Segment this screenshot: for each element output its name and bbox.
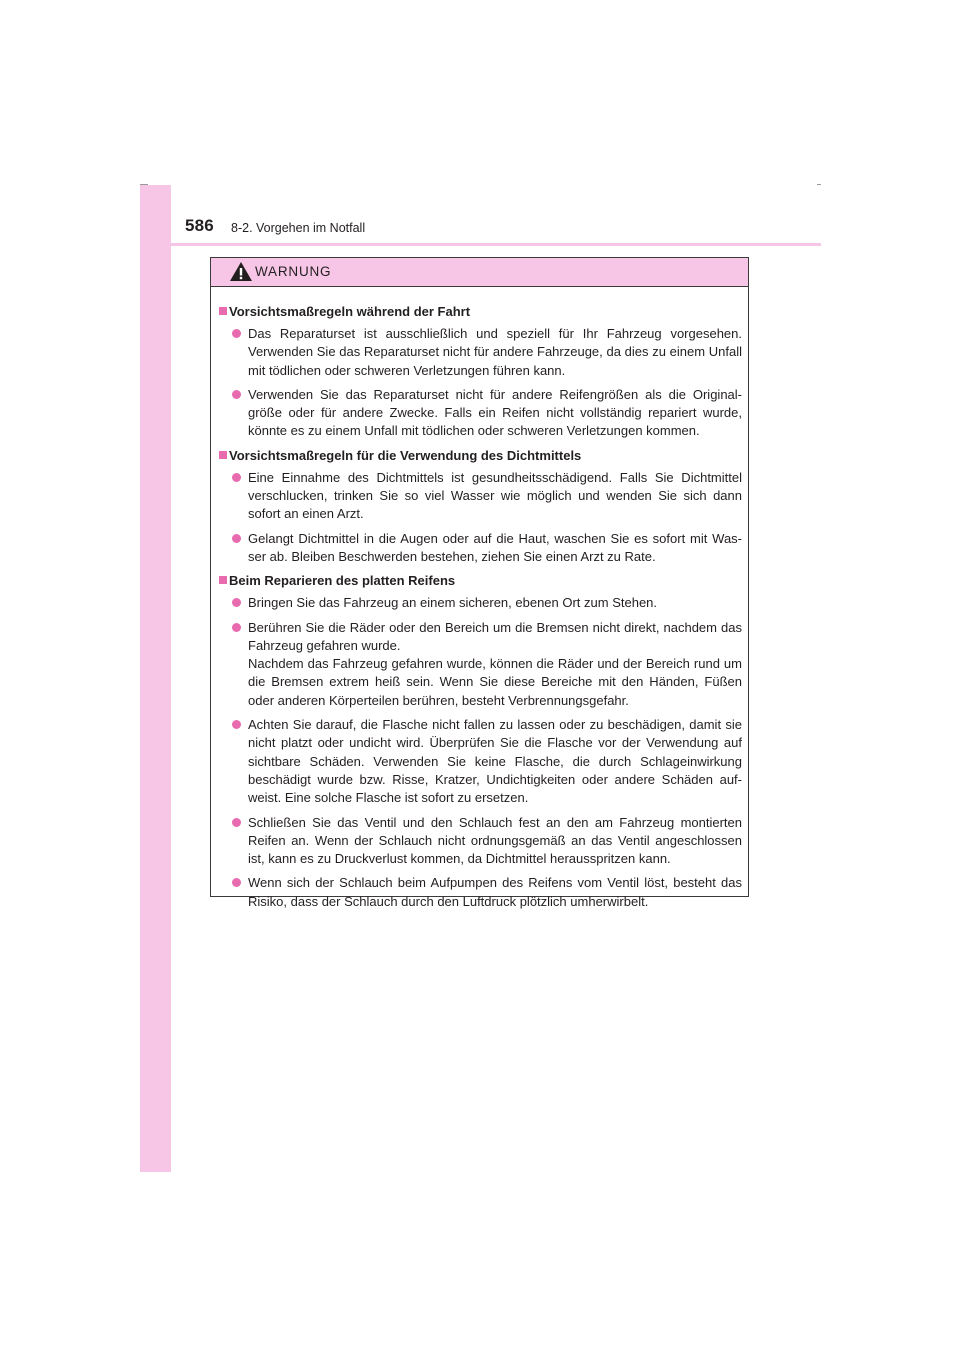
list-item-text: Wenn sich der Schlauch beim Aufpumpen des Reifens vom Ventil löst, besteht das Risiko, dass der Schlauch durch den Luftdruck plötzlich umherwirbelt.: [248, 875, 742, 909]
list-item: [218, 814, 742, 869]
page-number: 586: [185, 216, 214, 235]
section-heading-text: Vorsichtsmaßregeln für die Verwendung des Dichtmittels: [229, 447, 582, 463]
side-tab-strip: [140, 185, 171, 1172]
circle-bullet-icon: [232, 534, 241, 543]
square-bullet-icon: [219, 451, 227, 459]
circle-bullet-icon: [232, 329, 241, 338]
warning-section: [218, 572, 742, 911]
square-bullet-icon: [219, 576, 227, 584]
circle-bullet-icon: [232, 818, 241, 827]
section-heading: [218, 303, 742, 321]
header-rule: [140, 243, 821, 246]
list-item-text: Verwenden Sie das Reparaturset nicht für andere Reifengrößen als die Original-größe oder für andere Zwecke. Falls ein Reifen nicht vollständig repariert wurde, könnte es zu einem Unfall mit tödlichen oder schweren Verletzungen kommen.: [248, 386, 742, 439]
section-heading: [218, 572, 742, 590]
warning-body: [211, 287, 748, 911]
circle-bullet-icon: [232, 623, 241, 632]
list-item: [218, 386, 742, 441]
crop-mark-left: [140, 184, 148, 185]
list-item-text: Berühren Sie die Räder oder den Bereich um die Bremsen nicht direkt, nachdem das Fahrzeug gefahren wurde.: [248, 619, 742, 653]
warning-section: [218, 447, 742, 566]
list-item: [218, 716, 742, 807]
section-heading-text: Vorsichtsmaßregeln während der Fahrt: [229, 304, 471, 319]
list-item: [218, 874, 742, 911]
circle-bullet-icon: [232, 598, 241, 607]
list-item: [218, 619, 742, 710]
warning-box: [210, 257, 749, 909]
list-item-text: Gelangt Dichtmittel in die Augen oder auf die Haut, waschen Sie es sofort mit Was-ser ab. Bleiben Beschwerden bestehen, ziehen Sie einen Arzt zu Rate.: [248, 530, 742, 564]
list-item: [218, 469, 742, 524]
warning-triangle-icon: [229, 261, 253, 282]
warning-section: [218, 303, 742, 441]
warning-header: [211, 258, 748, 287]
crop-mark-right: [817, 184, 821, 185]
list-item: [218, 325, 742, 380]
list-item-text: Schließen Sie das Ventil und den Schlauch fest an den am Fahrzeug montierten Reifen an. Wenn der Schlauch nicht ordnungsgemäß an das Ventil angeschlossen ist, kann es zu Druckverlust kommen, da Dichtmittel herausspritzen kann.: [248, 814, 742, 867]
circle-bullet-icon: [232, 473, 241, 482]
list-item-text: Nachdem das Fahrzeug gefahren wurde, können die Räder und der Bereich rund um die Bremsen extrem heiß sein. Wenn Sie diese Bereiche mit den Händen, Füßen oder anderen Körperteilen berühren, besteht Verbrennungsgefahr.: [248, 656, 742, 708]
list-item: [218, 530, 742, 567]
list-item-text: Eine Einnahme des Dichtmittels ist gesundheitsschädigend. Falls Sie Dichtmittel verschlucken, trinken Sie so viel Wasser wie möglich und wenden Sie sich dann sofort an einen Arzt.: [248, 469, 742, 522]
list-item: [218, 594, 742, 612]
list-item-text: Achten Sie darauf, die Flasche nicht fallen zu lassen oder zu beschädigen, damit sie nicht platzt oder undicht wird. Überprüfen Sie die Flasche vor der Verwendung auf sichtbare Schäden. Verwenden Sie keine Flasche, die durch Schlageinwirkung beschädigt wurde bzw. Risse, Kratzer, Undichtigkeiten oder andere Schäden auf-weist. Eine solche Flasche ist sofort zu ersetzen.: [248, 717, 742, 806]
section-heading: [218, 447, 742, 465]
square-bullet-icon: [219, 307, 227, 315]
warning-title: WARNUNG: [255, 264, 332, 279]
section-title: 8-2. Vorgehen im Notfall: [231, 221, 366, 235]
circle-bullet-icon: [232, 878, 241, 887]
section-heading-text: Beim Reparieren des platten Reifens: [229, 573, 456, 589]
list-item-text: Das Reparaturset ist ausschließlich und speziell für Ihr Fahrzeug vorgesehen. Verwenden Sie das Reparaturset nicht für andere Fahrzeuge, da dies zu einem Unfall mit tödlichen oder schweren Verletzungen führen kann.: [248, 326, 742, 378]
circle-bullet-icon: [232, 720, 241, 729]
list-item-text: Bringen Sie das Fahrzeug an einem sicheren, ebenen Ort zum Stehen.: [248, 595, 658, 611]
circle-bullet-icon: [232, 390, 241, 399]
